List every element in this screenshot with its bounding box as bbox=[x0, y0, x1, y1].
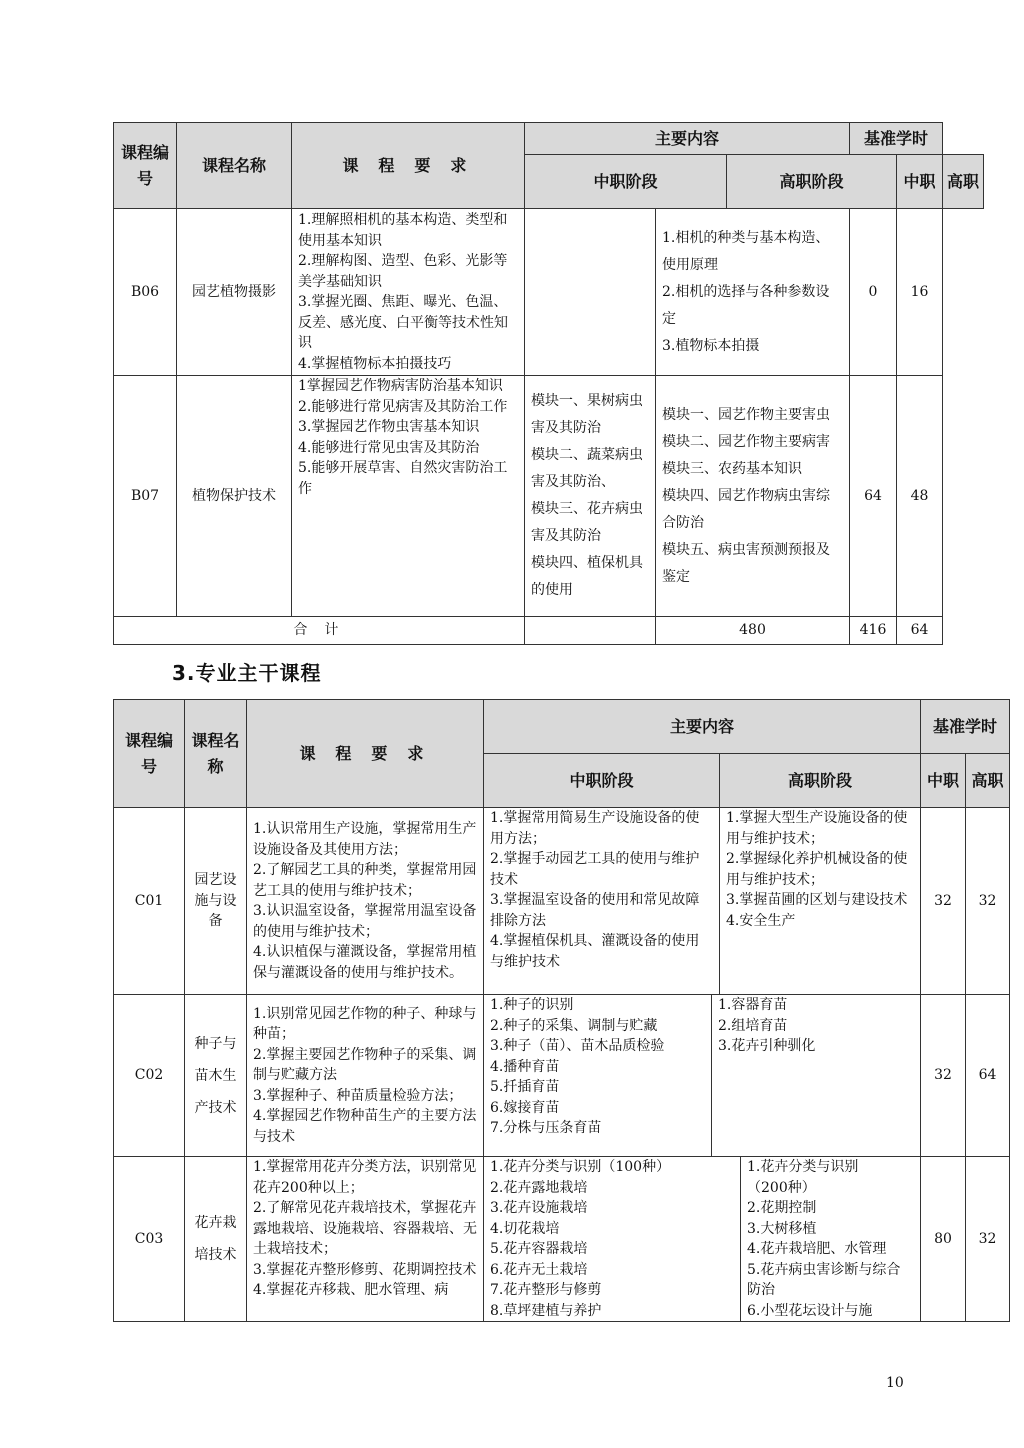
table-row bbox=[114, 1157, 1010, 1322]
zz-content: 模块一、果树病虫害及其防治 模块二、蔬菜病虫害及其防治、 模块三、花卉病虫害及其防治 模块四、植保机具的使用 bbox=[525, 376, 656, 617]
course-name: 植物保护技术 bbox=[177, 376, 292, 617]
gz-hours: 32 bbox=[966, 1157, 1010, 1322]
header-course-code: 课程编号 bbox=[114, 700, 185, 808]
course-code: B06 bbox=[114, 209, 177, 376]
course-code: B07 bbox=[114, 376, 177, 617]
total-row bbox=[114, 617, 984, 645]
course-requirement: 1.认识常用生产设施，掌握常用生产设施设备及其使用方法； 2.了解园艺工具的种类，掌握常用园艺工具的使用与维护技术； 3.认识温室设备，掌握常用温室设备的使用与维护技术； 4.认识植保与灌溉设备，掌握常用植保与灌溉设备的使用与维护技术。 bbox=[247, 808, 484, 995]
gz-hours: 16 bbox=[897, 209, 943, 376]
zz-hours: 32 bbox=[921, 808, 966, 995]
course-name: 园艺植物摄影 bbox=[177, 209, 292, 376]
course-requirement: 1.掌握常用花卉分类方法，识别常见花卉200种以上； 2.了解常见花卉栽培技术，掌握花卉露地栽培、设施栽培、容器栽培、无土栽培技术； 3.掌握花卉整形修剪、花期调控技术 4.掌握花卉移栽、肥水管理、病 bbox=[247, 1157, 484, 1322]
zz-hours: 64 bbox=[850, 376, 897, 617]
header-course-requirement: 课 程 要 求 bbox=[292, 123, 525, 209]
gz-hours: 32 bbox=[966, 808, 1010, 995]
course-table-1 bbox=[113, 122, 984, 645]
header-gz-hours: 高职 bbox=[943, 155, 984, 209]
header-course-requirement: 课 程 要 求 bbox=[247, 700, 484, 808]
course-code: C03 bbox=[114, 1157, 185, 1322]
zz-content: 1.掌握常用简易生产设施设备的使用方法； 2.掌握手动园艺工具的使用与维护技术 3.掌握温室设备的使用和常见故障排除方法 4.掌握植保机具、灌溉设备的使用与维护技术 bbox=[484, 808, 720, 995]
header-zz-stage: 中职阶段 bbox=[525, 155, 727, 209]
zz-hours: 0 bbox=[850, 209, 897, 376]
zz-hours: 80 bbox=[921, 1157, 966, 1322]
header-main-content: 主要内容 bbox=[484, 700, 921, 754]
table-row bbox=[114, 808, 1010, 995]
zz-hours: 32 bbox=[921, 995, 966, 1157]
zz-content: 1.花卉分类与识别（100种） 2.花卉露地栽培 3.花卉设施栽培 4.切花栽培 5.花卉容器栽培 6.花卉无土栽培 7.花卉整形与修剪 8.草坪建植与养护 bbox=[484, 1157, 741, 1322]
course-table-2 bbox=[113, 699, 1010, 1322]
header-zz-stage: 中职阶段 bbox=[484, 754, 720, 808]
header-main-content: 主要内容 bbox=[525, 123, 850, 155]
zz-content bbox=[525, 209, 656, 376]
table-row bbox=[114, 209, 984, 376]
total-zz-hours: 416 bbox=[850, 617, 897, 645]
zz-content: 1.种子的识别 2.种子的采集、调制与贮藏 3.种子（苗）、苗木品质检验 4.播种育苗 5.扦插育苗 6.嫁接育苗 7.分株与压条育苗 bbox=[484, 995, 712, 1157]
gz-content: 1.相机的种类与基本构造、使用原理 2.相机的选择与各种参数设定 3.植物标本拍摄 bbox=[656, 209, 850, 376]
gz-content: 1.容器育苗 2.组培育苗 3.花卉引种驯化 bbox=[712, 995, 921, 1157]
header-gz-hours: 高职 bbox=[966, 754, 1010, 808]
header-course-code: 课程编号 bbox=[114, 123, 177, 209]
total-label: 合 计 bbox=[114, 617, 525, 645]
course-name: 园艺设施与设备 bbox=[185, 808, 247, 995]
course-code: C01 bbox=[114, 808, 185, 995]
gz-hours: 48 bbox=[897, 376, 943, 617]
total-gz-hours: 64 bbox=[897, 617, 943, 645]
header-base-hours: 基准学时 bbox=[850, 123, 943, 155]
gz-hours: 64 bbox=[966, 995, 1010, 1157]
header-zz-hours: 中职 bbox=[921, 754, 966, 808]
course-name: 花卉栽培技术 bbox=[185, 1157, 247, 1322]
header-course-name: 课程名称 bbox=[177, 123, 292, 209]
header-gz-stage: 高职阶段 bbox=[720, 754, 921, 808]
section-title: 3.专业主干课程 bbox=[172, 661, 322, 685]
header-base-hours: 基准学时 bbox=[921, 700, 1010, 754]
empty-cell bbox=[525, 617, 656, 645]
course-name: 种子与苗木生产技术 bbox=[185, 995, 247, 1157]
table-row bbox=[114, 995, 1010, 1157]
gz-content: 1.掌握大型生产设施设备的使用与维护技术； 2.掌握绿化养护机械设备的使用与维护技术； 3.掌握苗圃的区划与建设技术 4.安全生产 bbox=[720, 808, 921, 995]
course-code: C02 bbox=[114, 995, 185, 1157]
gz-content: 模块一、园艺作物主要害虫 模块二、园艺作物主要病害 模块三、农药基本知识 模块四、园艺作物病虫害综合防治 模块五、病虫害预测预报及鉴定 bbox=[656, 376, 850, 617]
table-row bbox=[114, 376, 984, 617]
page-number: 10 bbox=[886, 1375, 904, 1391]
course-requirement: 1.理解照相机的基本构造、类型和使用基本知识 2.理解构图、造型、色彩、光影等美学基础知识 3.掌握光圈、焦距、曝光、色温、反差、感光度、白平衡等技术性知识 4.掌握植物标本拍摄技巧 bbox=[292, 209, 525, 376]
total-value: 480 bbox=[656, 617, 850, 645]
header-gz-stage: 高职阶段 bbox=[727, 155, 897, 209]
course-requirement: 1.识别常见园艺作物的种子、种球与种苗； 2.掌握主要园艺作物种子的采集、调制与贮藏方法 3.掌握种子、种苗质量检验方法； 4.掌握园艺作物种苗生产的主要方法与技术 bbox=[247, 995, 484, 1157]
header-course-name: 课程名称 bbox=[185, 700, 247, 808]
course-requirement: 1掌握园艺作物病害防治基本知识 2.能够进行常见病害及其防治工作 3.掌握园艺作物虫害基本知识 4.能够进行常见虫害及其防治 5.能够开展草害、自然灾害防治工作 bbox=[292, 376, 525, 617]
header-zz-hours: 中职 bbox=[897, 155, 943, 209]
gz-content: 1.花卉分类与识别 （200种） 2.花期控制 3.大树移植 4.花卉栽培肥、水管理 5.花卉病虫害诊断与综合防治 6.小型花坛设计与施 bbox=[741, 1157, 921, 1322]
